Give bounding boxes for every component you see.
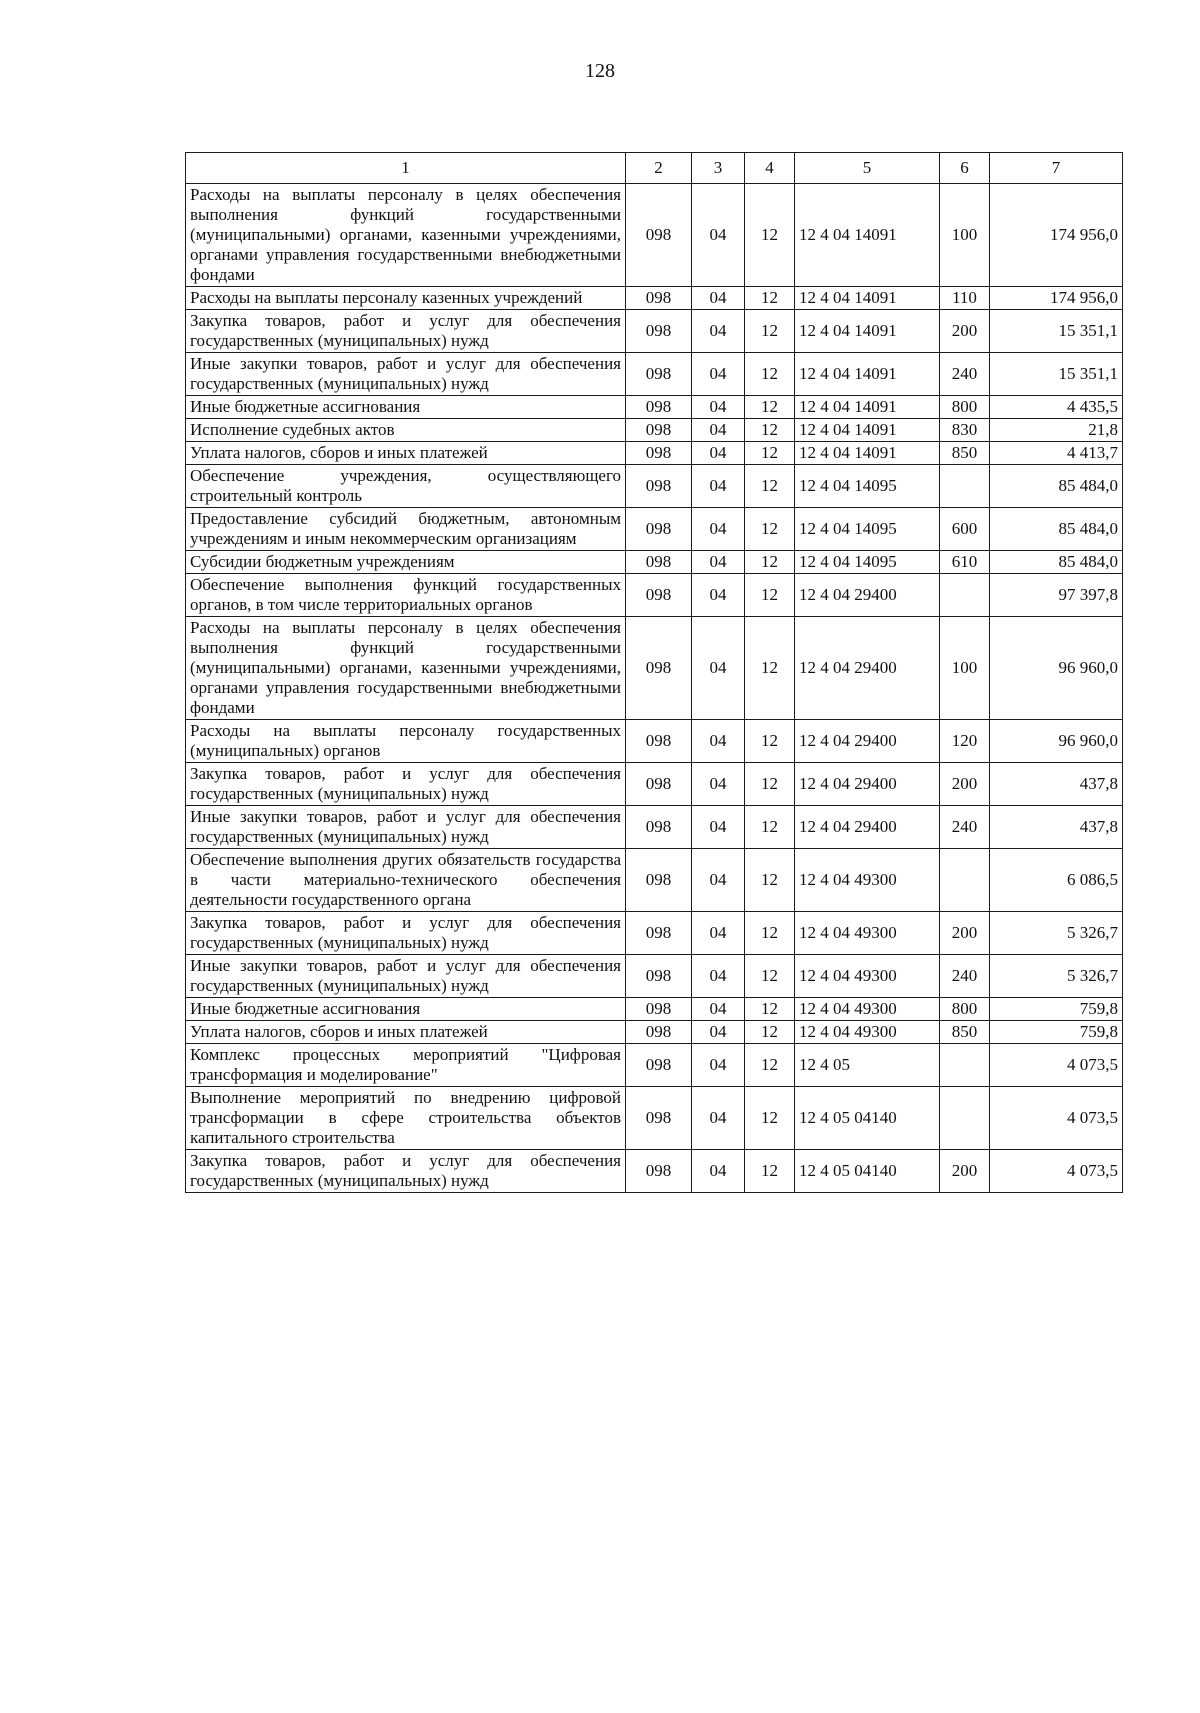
subsection-code-cell: 12: [745, 353, 795, 396]
section-code-cell: 04: [692, 396, 745, 419]
section-code-cell: 04: [692, 763, 745, 806]
grbs-code-cell: 098: [626, 353, 692, 396]
target-article-cell: 12 4 04 14095: [795, 508, 940, 551]
subsection-code-cell: 12: [745, 184, 795, 287]
target-article-cell: 12 4 04 14095: [795, 465, 940, 508]
subsection-code-cell: 12: [745, 1150, 795, 1193]
subsection-code-cell: 12: [745, 849, 795, 912]
table-row: [186, 806, 1123, 849]
subsection-code-cell: 12: [745, 419, 795, 442]
amount-cell: 85 484,0: [990, 551, 1123, 574]
section-code-cell: 04: [692, 353, 745, 396]
expense-type-cell: 800: [940, 998, 990, 1021]
expense-name-cell: Комплекс процессных мероприятий "Цифровая трансформация и моделирование": [186, 1044, 626, 1087]
expense-type-cell: 200: [940, 310, 990, 353]
table-row: [186, 1087, 1123, 1150]
expense-type-cell: [940, 1044, 990, 1087]
section-code-cell: 04: [692, 849, 745, 912]
table-row: [186, 184, 1123, 287]
expense-name-cell: Расходы на выплаты персоналу казенных учреждений: [186, 287, 626, 310]
target-article-cell: 12 4 04 14091: [795, 353, 940, 396]
target-article-cell: 12 4 04 29400: [795, 574, 940, 617]
subsection-code-cell: 12: [745, 287, 795, 310]
grbs-code-cell: 098: [626, 1150, 692, 1193]
table-row: [186, 720, 1123, 763]
amount-cell: 15 351,1: [990, 310, 1123, 353]
expense-type-cell: 200: [940, 912, 990, 955]
column-header: 7: [990, 153, 1123, 184]
section-code-cell: 04: [692, 508, 745, 551]
grbs-code-cell: 098: [626, 396, 692, 419]
target-article-cell: 12 4 04 49300: [795, 912, 940, 955]
grbs-code-cell: 098: [626, 720, 692, 763]
expense-type-cell: 240: [940, 955, 990, 998]
subsection-code-cell: 12: [745, 998, 795, 1021]
expense-name-cell: Иные закупки товаров, работ и услуг для обеспечения государственных (муниципальных) нужд: [186, 806, 626, 849]
expense-name-cell: Уплата налогов, сборов и иных платежей: [186, 1021, 626, 1044]
expense-type-cell: 240: [940, 353, 990, 396]
target-article-cell: 12 4 04 49300: [795, 955, 940, 998]
grbs-code-cell: 098: [626, 912, 692, 955]
subsection-code-cell: 12: [745, 955, 795, 998]
table-row: [186, 353, 1123, 396]
subsection-code-cell: 12: [745, 1021, 795, 1044]
expense-name-cell: Закупка товаров, работ и услуг для обеспечения государственных (муниципальных) нужд: [186, 1150, 626, 1193]
grbs-code-cell: 098: [626, 1044, 692, 1087]
section-code-cell: 04: [692, 310, 745, 353]
table-row: [186, 287, 1123, 310]
expense-type-cell: 200: [940, 763, 990, 806]
expense-name-cell: Исполнение судебных актов: [186, 419, 626, 442]
section-code-cell: 04: [692, 998, 745, 1021]
expense-type-cell: 240: [940, 806, 990, 849]
section-code-cell: 04: [692, 287, 745, 310]
expense-name-cell: Расходы на выплаты персоналу в целях обеспечения выполнения функций государственными (муниципальными) органами, казенными учреждениями, органами управления государственными внебюджетными фондами: [186, 617, 626, 720]
amount-cell: 85 484,0: [990, 465, 1123, 508]
subsection-code-cell: 12: [745, 720, 795, 763]
amount-cell: 4 413,7: [990, 442, 1123, 465]
subsection-code-cell: 12: [745, 617, 795, 720]
table-row: [186, 1021, 1123, 1044]
target-article-cell: 12 4 04 29400: [795, 806, 940, 849]
section-code-cell: 04: [692, 955, 745, 998]
expense-type-cell: 100: [940, 617, 990, 720]
table-row: [186, 442, 1123, 465]
amount-cell: 174 956,0: [990, 287, 1123, 310]
subsection-code-cell: 12: [745, 1044, 795, 1087]
subsection-code-cell: 12: [745, 763, 795, 806]
target-article-cell: 12 4 04 49300: [795, 849, 940, 912]
amount-cell: 96 960,0: [990, 617, 1123, 720]
expense-name-cell: Иные бюджетные ассигнования: [186, 396, 626, 419]
page-number: 128: [585, 60, 615, 82]
target-article-cell: 12 4 04 14091: [795, 310, 940, 353]
expense-type-cell: 850: [940, 442, 990, 465]
expense-type-cell: [940, 849, 990, 912]
amount-cell: 4 435,5: [990, 396, 1123, 419]
target-article-cell: 12 4 04 29400: [795, 720, 940, 763]
subsection-code-cell: 12: [745, 508, 795, 551]
expense-type-cell: [940, 465, 990, 508]
table-row: [186, 574, 1123, 617]
section-code-cell: 04: [692, 720, 745, 763]
section-code-cell: 04: [692, 419, 745, 442]
subsection-code-cell: 12: [745, 574, 795, 617]
target-article-cell: 12 4 04 14091: [795, 287, 940, 310]
expense-name-cell: Расходы на выплаты персоналу в целях обеспечения выполнения функций государственными (муниципальными) органами, казенными учреждениями, органами управления государственными внебюджетными фондами: [186, 184, 626, 287]
table-row: [186, 849, 1123, 912]
section-code-cell: 04: [692, 1044, 745, 1087]
amount-cell: 97 397,8: [990, 574, 1123, 617]
amount-cell: 5 326,7: [990, 912, 1123, 955]
grbs-code-cell: 098: [626, 310, 692, 353]
section-code-cell: 04: [692, 912, 745, 955]
table-row: [186, 419, 1123, 442]
expense-name-cell: Иные бюджетные ассигнования: [186, 998, 626, 1021]
amount-cell: 759,8: [990, 998, 1123, 1021]
table-row: [186, 763, 1123, 806]
section-code-cell: 04: [692, 574, 745, 617]
expense-name-cell: Обеспечение учреждения, осуществляющего строительный контроль: [186, 465, 626, 508]
table-row: [186, 508, 1123, 551]
expense-type-cell: [940, 1087, 990, 1150]
subsection-code-cell: 12: [745, 551, 795, 574]
expense-name-cell: Иные закупки товаров, работ и услуг для обеспечения государственных (муниципальных) нужд: [186, 353, 626, 396]
target-article-cell: 12 4 04 29400: [795, 763, 940, 806]
grbs-code-cell: 098: [626, 465, 692, 508]
expense-name-cell: Выполнение мероприятий по внедрению цифровой трансформации в сфере строительства объектов капитального строительства: [186, 1087, 626, 1150]
amount-cell: 21,8: [990, 419, 1123, 442]
grbs-code-cell: 098: [626, 574, 692, 617]
grbs-code-cell: 098: [626, 763, 692, 806]
column-header: 6: [940, 153, 990, 184]
table-row: [186, 955, 1123, 998]
table-row: [186, 310, 1123, 353]
grbs-code-cell: 098: [626, 551, 692, 574]
subsection-code-cell: 12: [745, 1087, 795, 1150]
subsection-code-cell: 12: [745, 465, 795, 508]
amount-cell: 4 073,5: [990, 1150, 1123, 1193]
table-row: [186, 1150, 1123, 1193]
section-code-cell: 04: [692, 806, 745, 849]
section-code-cell: 04: [692, 1087, 745, 1150]
section-code-cell: 04: [692, 442, 745, 465]
expense-name-cell: Закупка товаров, работ и услуг для обеспечения государственных (муниципальных) нужд: [186, 912, 626, 955]
amount-cell: 759,8: [990, 1021, 1123, 1044]
table-row: [186, 912, 1123, 955]
grbs-code-cell: 098: [626, 287, 692, 310]
target-article-cell: 12 4 05 04140: [795, 1087, 940, 1150]
grbs-code-cell: 098: [626, 849, 692, 912]
expense-name-cell: Закупка товаров, работ и услуг для обеспечения государственных (муниципальных) нужд: [186, 310, 626, 353]
expense-name-cell: Иные закупки товаров, работ и услуг для обеспечения государственных (муниципальных) нужд: [186, 955, 626, 998]
amount-cell: 5 326,7: [990, 955, 1123, 998]
budget-table: [185, 152, 1123, 1193]
subsection-code-cell: 12: [745, 806, 795, 849]
column-header: 4: [745, 153, 795, 184]
expense-type-cell: 120: [940, 720, 990, 763]
target-article-cell: 12 4 04 49300: [795, 998, 940, 1021]
target-article-cell: 12 4 04 14095: [795, 551, 940, 574]
subsection-code-cell: 12: [745, 912, 795, 955]
section-code-cell: 04: [692, 184, 745, 287]
target-article-cell: 12 4 05: [795, 1044, 940, 1087]
subsection-code-cell: 12: [745, 396, 795, 419]
expense-type-cell: 110: [940, 287, 990, 310]
column-header: 5: [795, 153, 940, 184]
grbs-code-cell: 098: [626, 442, 692, 465]
expense-name-cell: Закупка товаров, работ и услуг для обеспечения государственных (муниципальных) нужд: [186, 763, 626, 806]
grbs-code-cell: 098: [626, 419, 692, 442]
table-row: [186, 998, 1123, 1021]
subsection-code-cell: 12: [745, 310, 795, 353]
grbs-code-cell: 098: [626, 617, 692, 720]
grbs-code-cell: 098: [626, 1087, 692, 1150]
target-article-cell: 12 4 04 14091: [795, 419, 940, 442]
expense-name-cell: Предоставление субсидий бюджетным, автономным учреждениям и иным некоммерческим организациям: [186, 508, 626, 551]
column-header: 1: [186, 153, 626, 184]
table-row: [186, 1044, 1123, 1087]
target-article-cell: 12 4 04 14091: [795, 396, 940, 419]
expense-name-cell: Расходы на выплаты персоналу государственных (муниципальных) органов: [186, 720, 626, 763]
expense-type-cell: 600: [940, 508, 990, 551]
target-article-cell: 12 4 04 49300: [795, 1021, 940, 1044]
grbs-code-cell: 098: [626, 184, 692, 287]
column-header: 3: [692, 153, 745, 184]
expense-name-cell: Уплата налогов, сборов и иных платежей: [186, 442, 626, 465]
target-article-cell: 12 4 04 14091: [795, 442, 940, 465]
table-row: [186, 396, 1123, 419]
table-row: [186, 465, 1123, 508]
grbs-code-cell: 098: [626, 1021, 692, 1044]
subsection-code-cell: 12: [745, 442, 795, 465]
expense-type-cell: 830: [940, 419, 990, 442]
target-article-cell: 12 4 04 29400: [795, 617, 940, 720]
target-article-cell: 12 4 04 14091: [795, 184, 940, 287]
amount-cell: 96 960,0: [990, 720, 1123, 763]
section-code-cell: 04: [692, 1150, 745, 1193]
amount-cell: 437,8: [990, 806, 1123, 849]
column-header: 2: [626, 153, 692, 184]
amount-cell: 4 073,5: [990, 1044, 1123, 1087]
amount-cell: 85 484,0: [990, 508, 1123, 551]
expense-type-cell: 800: [940, 396, 990, 419]
section-code-cell: 04: [692, 1021, 745, 1044]
expense-type-cell: 100: [940, 184, 990, 287]
expense-type-cell: 610: [940, 551, 990, 574]
grbs-code-cell: 098: [626, 508, 692, 551]
grbs-code-cell: 098: [626, 806, 692, 849]
amount-cell: 174 956,0: [990, 184, 1123, 287]
section-code-cell: 04: [692, 465, 745, 508]
expense-name-cell: Субсидии бюджетным учреждениям: [186, 551, 626, 574]
expense-type-cell: 850: [940, 1021, 990, 1044]
expense-name-cell: Обеспечение выполнения других обязательств государства в части материально-технического обеспечения деятельности государственного органа: [186, 849, 626, 912]
expense-name-cell: Обеспечение выполнения функций государственных органов, в том числе территориальных органов: [186, 574, 626, 617]
expense-type-cell: 200: [940, 1150, 990, 1193]
table-row: [186, 617, 1123, 720]
grbs-code-cell: 098: [626, 998, 692, 1021]
amount-cell: 437,8: [990, 763, 1123, 806]
amount-cell: 15 351,1: [990, 353, 1123, 396]
table-row: [186, 551, 1123, 574]
section-code-cell: 04: [692, 617, 745, 720]
section-code-cell: 04: [692, 551, 745, 574]
target-article-cell: 12 4 05 04140: [795, 1150, 940, 1193]
amount-cell: 6 086,5: [990, 849, 1123, 912]
expense-type-cell: [940, 574, 990, 617]
grbs-code-cell: 098: [626, 955, 692, 998]
amount-cell: 4 073,5: [990, 1087, 1123, 1150]
table-header-row: [186, 153, 1123, 184]
